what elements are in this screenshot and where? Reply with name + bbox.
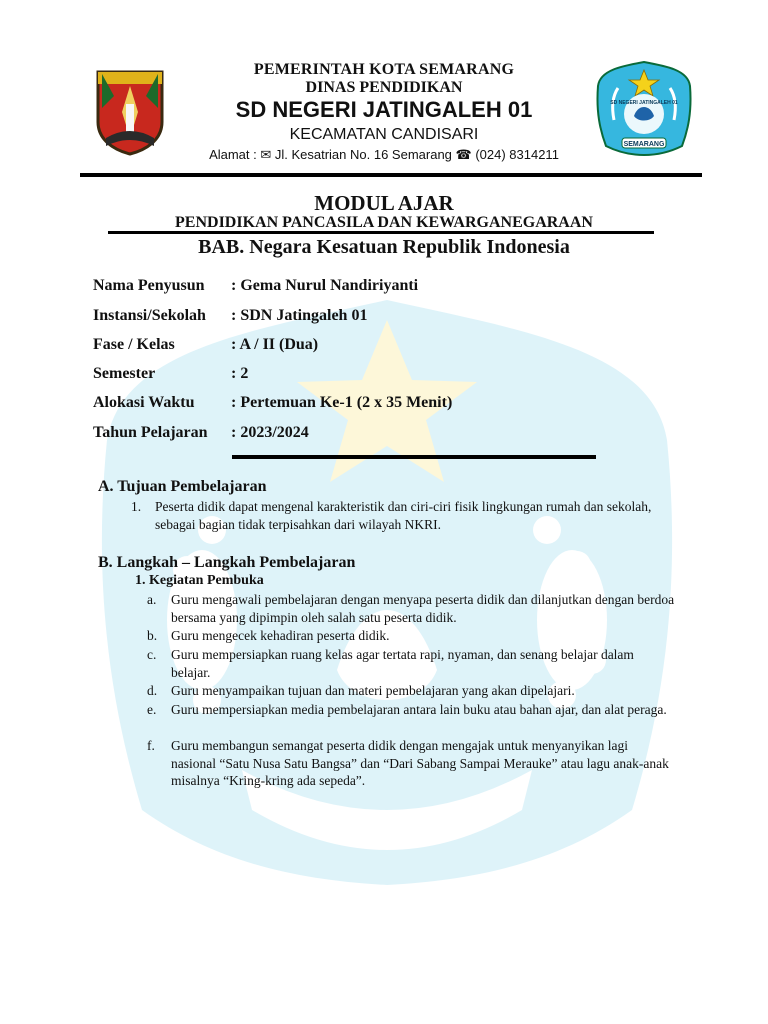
identity-label: Tahun Pelajaran xyxy=(93,424,208,441)
identity-label: Alokasi Waktu xyxy=(93,394,195,411)
identity-label: Fase / Kelas xyxy=(93,336,175,353)
identity-value: : 2 xyxy=(231,365,249,382)
chapter-title: BAB. Negara Kesatuan Republik Indonesia xyxy=(198,236,570,258)
list-item-text: Guru mengecek kehadiran peserta didik. xyxy=(171,628,390,643)
letterhead-divider xyxy=(80,173,702,177)
identity-label: Nama Penyusun xyxy=(93,277,205,294)
school-logo-text-bottom: SEMARANG xyxy=(623,141,665,148)
list-item-text: Peserta didik dapat mengenal karakteristik dan ciri-ciri fisik lingkungan rumah dan sekolah, sebagai bagian tidak terpisahkan dari wilayah NKRI. xyxy=(155,499,652,532)
document-title: MODUL AJAR xyxy=(314,191,454,215)
letterhead-district: KECAMATAN CANDISARI xyxy=(289,126,479,143)
identity-label: Semester xyxy=(93,365,156,382)
letterhead-government: PEMERINTAH KOTA SEMARANG xyxy=(253,61,515,78)
letterhead-department: DINAS PENDIDIKAN xyxy=(305,79,463,96)
identity-divider xyxy=(232,455,596,459)
subject-title: PENDIDIKAN PANCASILA DAN KEWARGANEGARAAN xyxy=(175,214,593,231)
letterhead-school-name: SD NEGERI JATINGALEH 01 xyxy=(235,97,533,122)
list-item-text: Guru mempersiapkan media pembelajaran antara lain buku atau bahan ajar, dan alat peraga. xyxy=(171,702,667,717)
identity-value: : Gema Nurul Nandiriyanti xyxy=(231,277,419,294)
school-emblem-watermark xyxy=(92,290,682,890)
list-marker: 1. xyxy=(131,499,142,514)
list-marker: e. xyxy=(147,702,157,717)
title-divider xyxy=(108,231,654,234)
list-marker: d. xyxy=(147,683,158,698)
list-marker: c. xyxy=(147,647,157,662)
list-marker: a. xyxy=(147,592,157,607)
section-a-heading: A. Tujuan Pembelajaran xyxy=(98,478,267,495)
list-item-text: Guru mengawali pembelajaran dengan menyapa peserta didik dan dilanjutkan dengan berdoa bersama yang dipimpin oleh salah satu peserta didik. xyxy=(171,592,675,625)
identity-value: : A / II (Dua) xyxy=(231,336,319,353)
list-marker: f. xyxy=(147,738,155,753)
list-item-text: Guru membangun semangat peserta didik dengan mengajak untuk menyanyikan lagi nasional “Satu Nusa Satu Bangsa” dan “Dari Sabang Sampai Merauke” atau lagu anak-anak misalnya “Kring-kring ada sepeda”. xyxy=(171,738,669,788)
section-b-heading: B. Langkah – Langkah Pembelajaran xyxy=(98,554,356,571)
list-item-text: Guru menyampaikan tujuan dan materi pembelajaran yang akan dipelajari. xyxy=(171,683,575,698)
identity-value: : SDN Jatingaleh 01 xyxy=(231,307,368,324)
identity-label: Instansi/Sekolah xyxy=(93,307,206,324)
list-marker: b. xyxy=(147,628,158,643)
subsection-heading: 1. Kegiatan Pembuka xyxy=(135,573,264,588)
school-logo-text-top: SD NEGERI JATINGALEH 01 xyxy=(610,100,678,106)
list-item-text: Guru mempersiapkan ruang kelas agar tertata rapi, nyaman, dan senang belajar dalam belajar. xyxy=(171,647,634,680)
letterhead-address: Alamat : ✉ Jl. Kesatrian No. 16 Semarang ☎ (024) 8314211 xyxy=(209,147,559,162)
identity-value: : Pertemuan Ke-1 (2 x 35 Menit) xyxy=(231,394,453,411)
identity-value: : 2023/2024 xyxy=(231,424,309,441)
